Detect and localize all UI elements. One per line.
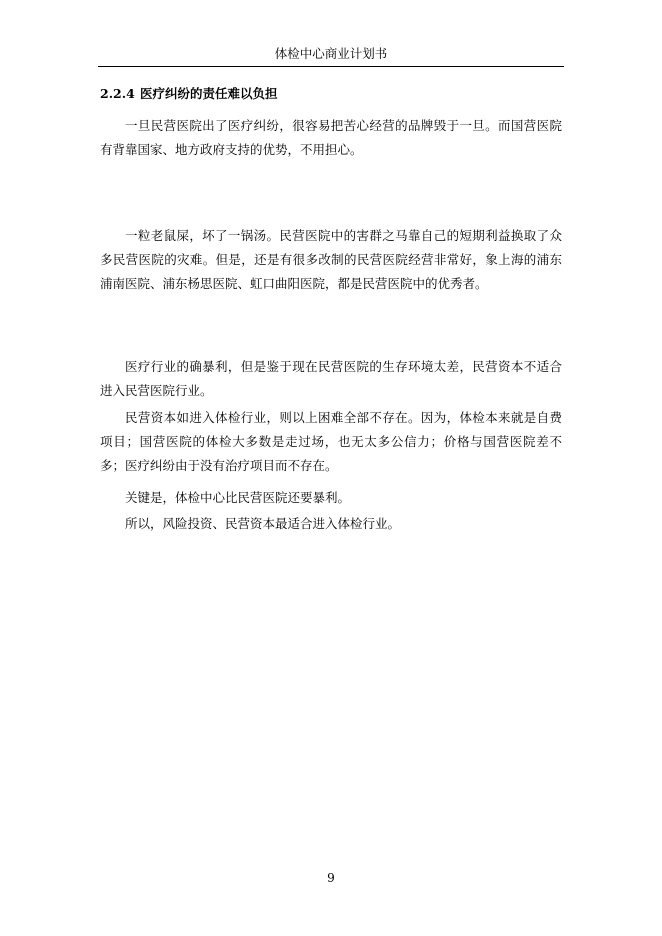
paragraph-bad-apple: 一粒老鼠屎，坏了一锅汤。民营医院中的害群之马靠自己的短期利益换取了众多民营医院的灾难。但是，还是有很多改制的民营医院经营非常好，象上海的浦东浦南医院、浦东杨思医院、虹口曲阳医院，都是民营医院中的优秀者。 [100,228,562,291]
paragraph-conclusion: 所以，风险投资、民营资本最适合进入体检行业。 [125,516,401,531]
section-number: 2.2.4 [100,86,135,101]
document-title: 体检中心商业计划书 [274,46,388,61]
paragraph-checkup-advantages: 民营资本如进入体检行业，则以上困难全部不存在。因为，体检本来就是自费项目；国营医院的体检大多数是走过场，也无太多公信力；价格与国营医院差不多；医疗纠纷由于没有治疗项目而不存在。 [100,410,562,473]
section-title: 医疗纠纷的责任难以负担 [140,86,278,101]
page-number: 9 [327,871,335,885]
page-header [98,46,564,67]
section-heading [100,85,278,103]
paragraph-medical-disputes: 一旦民营医院出了医疗纠纷，很容易把苦心经营的品牌毁于一旦。而国营医院有背靠国家、地方政府支持的优势，不用担心。 [100,118,562,157]
paragraph-industry-profit: 医疗行业的确暴利，但是鉴于现在民营医院的生存环境太差，民营资本不适合进入民营医院行业。 [100,359,562,398]
paragraph-key-point: 关键是，体检中心比民营医院还要暴利。 [125,490,351,505]
